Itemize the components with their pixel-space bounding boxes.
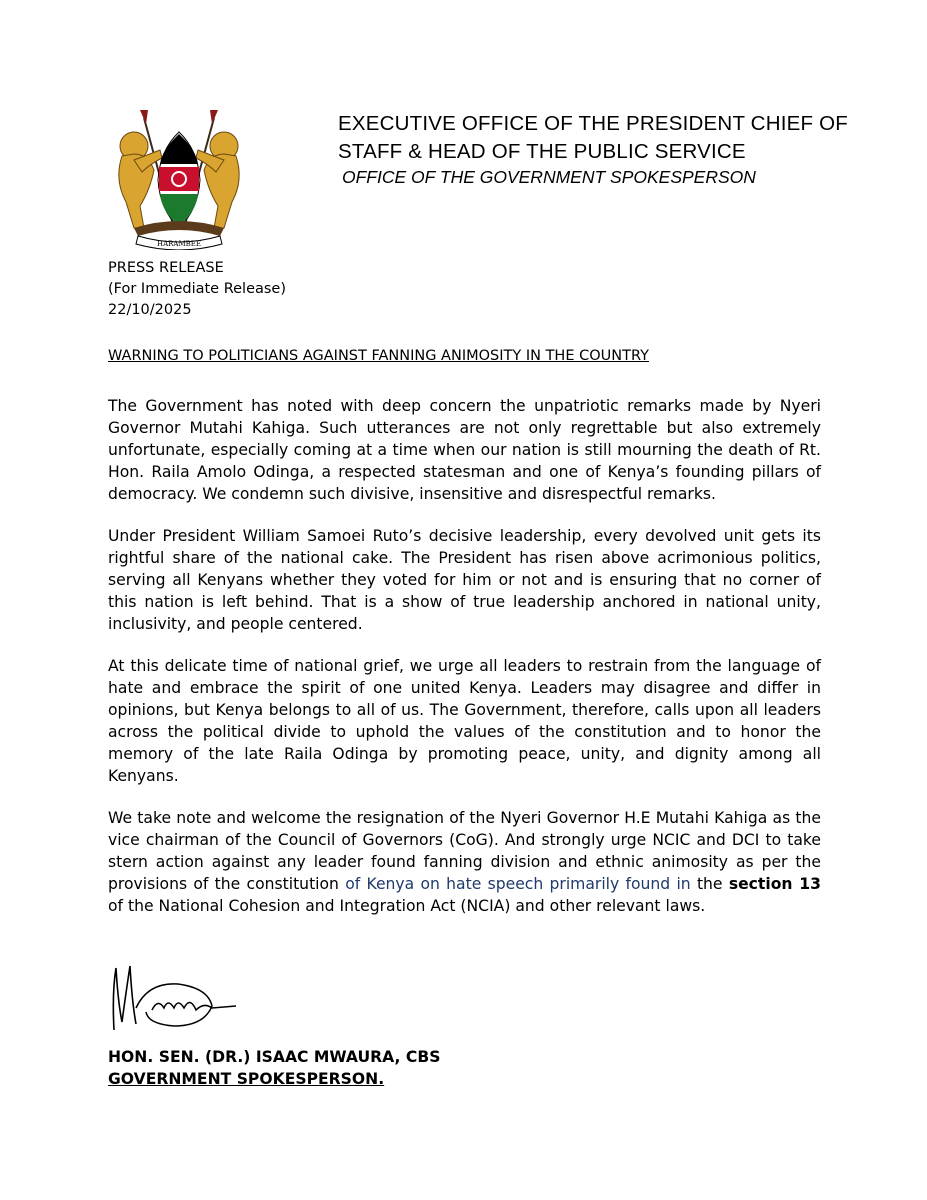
- signer-block: [108, 1046, 440, 1090]
- signer-name: HON. SEN. (DR.) ISAAC MWAURA, CBS: [108, 1048, 441, 1066]
- paragraph-3: At this delicate time of national grief, we urge all leaders to restrain from the language of hate and embrace the spirit of one united Kenya. Leaders may disagree and differ in opinions, but Kenya belongs to all of us. The Government, therefore, calls upon all leaders across the political divide to uphold the values of the constitution and to honor the memory of the late Raila Odinga by promoting peace, unity, and dignity among all Kenyans.: [108, 657, 821, 785]
- paragraph-4-part-3: the: [690, 875, 729, 893]
- emblem-motto: HARAMBEE: [156, 240, 202, 248]
- release-meta: [108, 258, 286, 321]
- paragraph-4-part-1: We take note and welcome the resignation of the Nyeri Governor H.E Mutahi Kahiga as the vice chairman of the Council of Governors (CoG). And strongly urge NCIC and DCI to take stern action against any leader found fanning division and ethnic animosity as per the provisions of the constitution: [108, 809, 821, 893]
- office-title-line-2: STAFF & HEAD OF THE PUBLIC SERVICE: [338, 140, 746, 163]
- paragraph-1: The Government has noted with deep concern the unpatriotic remarks made by Nyeri Governor Mutahi Kahiga. Such utterances are not only regrettable but also extremely unfortunate, especially coming at a time when our nation is still mourning the death of Rt. Hon. Raila Amolo Odinga, a respected statesman and one of Kenya’s founding pillars of democracy. We condemn such divisive, insensitive and disrespectful remarks.: [108, 397, 821, 503]
- section-reference: section 13: [728, 875, 821, 893]
- release-heading: WARNING TO POLITICIANS AGAINST FANNING ANIMOSITY IN THE COUNTRY: [108, 348, 649, 364]
- office-subtitle: OFFICE OF THE GOVERNMENT SPOKESPERSON: [342, 167, 756, 187]
- office-title-line-1: EXECUTIVE OFFICE OF THE PRESIDENT CHIEF OF: [338, 112, 848, 135]
- paragraph-4: [108, 807, 821, 917]
- release-body: [108, 395, 821, 937]
- release-type: PRESS RELEASE: [108, 260, 224, 276]
- paragraph-4-part-2: of Kenya on hate speech primarily found in: [338, 875, 691, 893]
- signer-title: GOVERNMENT SPOKESPERSON.: [108, 1070, 385, 1088]
- signature-image: [108, 962, 243, 1034]
- paragraph-4-part-4: of the National Cohesion and Integration Act (NCIA) and other relevant laws.: [108, 897, 706, 915]
- release-instruction: (For Immediate Release): [108, 281, 287, 297]
- letterhead: [338, 110, 898, 188]
- paragraph-2: Under President William Samoei Ruto’s decisive leadership, every devolved unit gets its rightful share of the national cake. The President has risen above acrimonious politics, serving all Kenyans whether they voted for him or not and is ensuring that no corner of this nation is left behind. That is a show of true leadership anchored in national unity, inclusivity, and people centered.: [108, 527, 821, 633]
- kenya-coat-of-arms-icon: [104, 110, 254, 250]
- release-date: 22/10/2025: [108, 302, 192, 318]
